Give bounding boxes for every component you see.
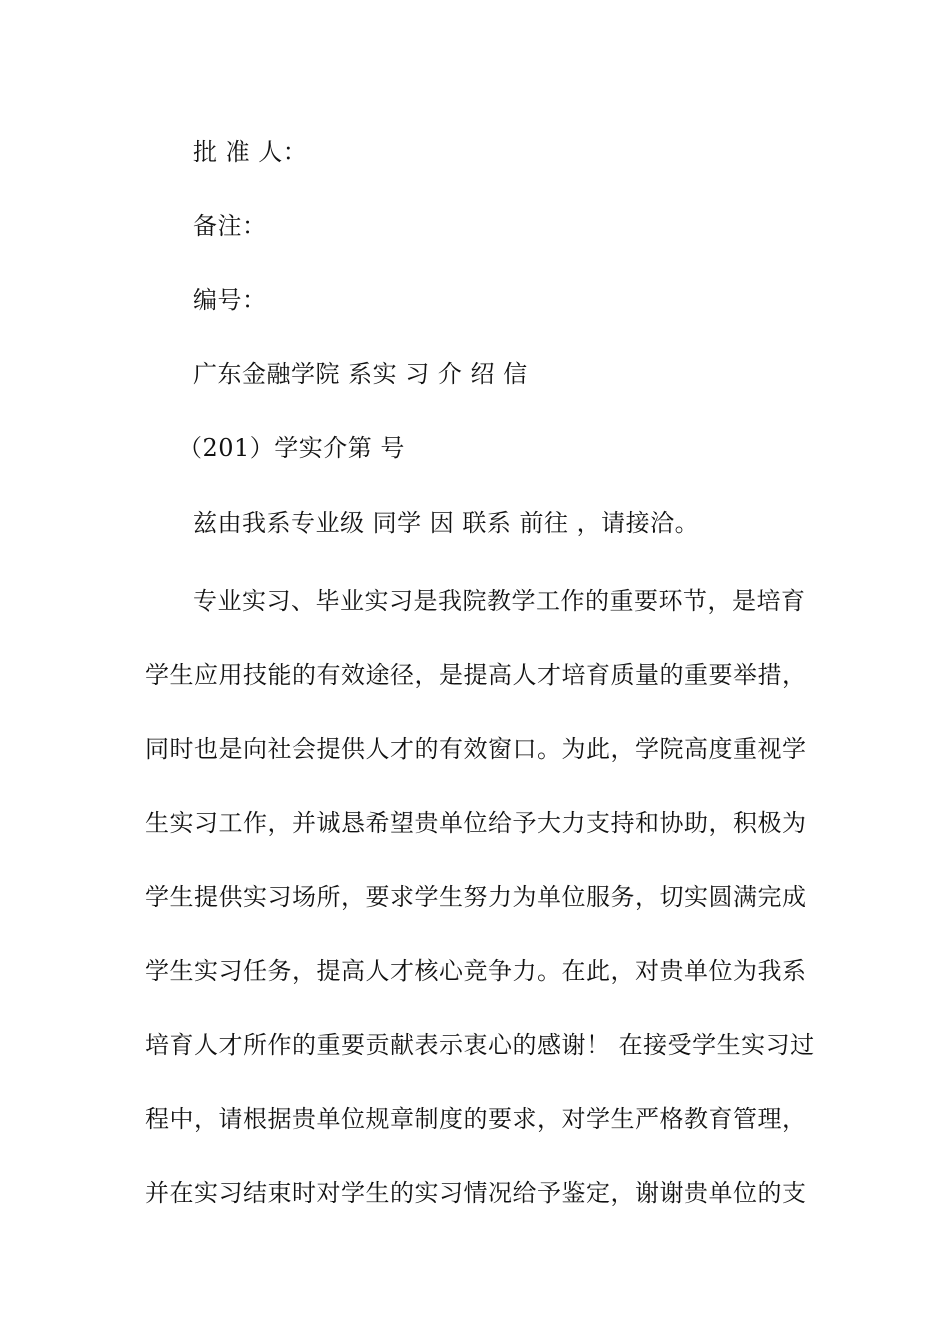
- body-line: 学生提供实习场所，要求学生努力为单位服务，切实圆满完成: [145, 883, 807, 911]
- body-line: 培育人才所作的重要贡献表示衷心的感谢！ 在接受学生实习过: [145, 1031, 815, 1059]
- body-line: 并在实习结束时对学生的实习情况给予鉴定，谢谢贵单位的支: [145, 1179, 807, 1207]
- body-line: 同时也是向社会提供人才的有效窗口。为此，学院高度重视学: [145, 735, 807, 763]
- remarks-field: 备注：: [193, 212, 267, 240]
- body-line: 学生应用技能的有效途径，是提高人才培育质量的重要举措，: [145, 661, 807, 689]
- letter-title: 广东金融学院 系实 习 介 绍 信: [193, 360, 528, 388]
- body-line: 生实习工作，并诚恳希望贵单位给予大力支持和协助，积极为: [145, 809, 807, 837]
- serial-number-field: 编号：: [193, 286, 267, 314]
- body-line: 学生实习任务，提高人才核心竞争力。在此，对贵单位为我系: [145, 957, 807, 985]
- reference-number: （201）学实介第 号: [178, 434, 405, 462]
- body-line: 专业实习、毕业实习是我院教学工作的重要环节，是培育: [193, 587, 806, 615]
- body-line: 程中，请根据贵单位规章制度的要求，对学生严格教育管理，: [145, 1105, 807, 1133]
- approver-field: 批 准 人：: [193, 138, 308, 166]
- introduction-line: 兹由我系专业级 同学 因 联系 前往 ，请接洽。: [193, 509, 700, 537]
